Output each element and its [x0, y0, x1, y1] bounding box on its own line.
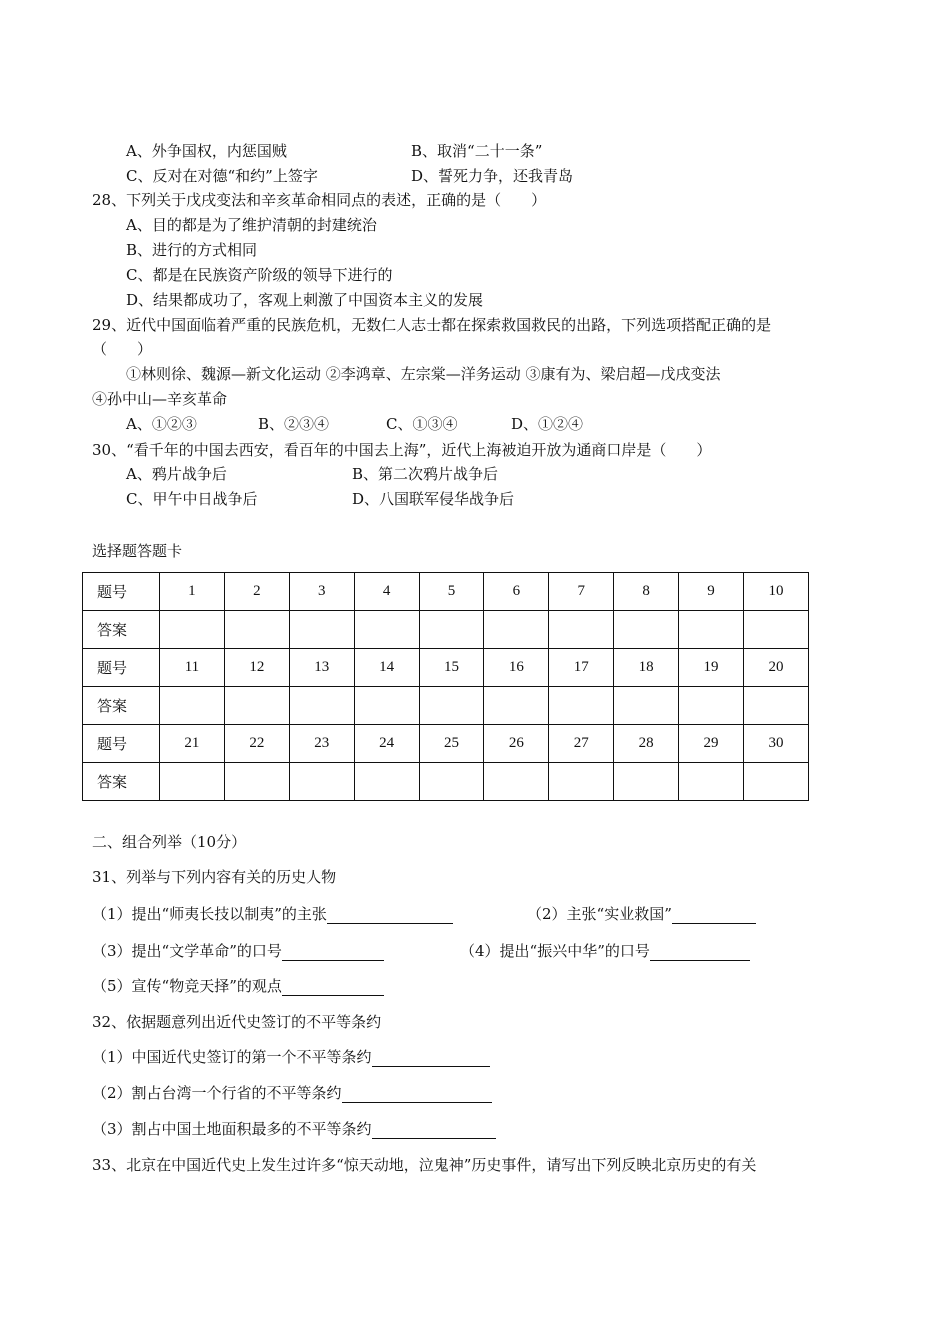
q32-item3: [92, 1119, 496, 1139]
q30-option-c: C、甲午中日战争后: [126, 490, 258, 508]
answer-blank[interactable]: [327, 907, 453, 924]
q28-option-d: D、结果都成功了，客观上刺激了中国资本主义的发展: [126, 291, 484, 309]
table-row: [83, 611, 809, 649]
q29-option-d: D、①②④: [511, 415, 584, 433]
answer-blank[interactable]: [372, 1122, 496, 1139]
answer-cell[interactable]: [289, 611, 354, 649]
question-number: 22: [224, 725, 289, 763]
answer-cell[interactable]: [354, 687, 419, 725]
q32-item1: [92, 1047, 490, 1067]
answer-cell[interactable]: [679, 687, 744, 725]
answer-cell[interactable]: [224, 763, 289, 801]
q32-item2: [92, 1083, 492, 1103]
q29-items-line1: ①林则徐、魏源—新文化运动 ②李鸿章、左宗棠—洋务运动 ③康有为、梁启超—戊戌变法: [126, 365, 721, 383]
q27-option-b: B、取消“二十一条”: [411, 142, 543, 160]
q30-option-b: B、第二次鸦片战争后: [352, 465, 499, 483]
q32-item3-text: （3）割占中国土地面积最多的不平等条约: [92, 1120, 372, 1138]
ans-label: 答案: [83, 687, 160, 725]
answer-blank[interactable]: [342, 1086, 492, 1103]
question-number: 27: [549, 725, 614, 763]
num-label: 题号: [83, 649, 160, 687]
q31-stem: 31、列举与下列内容有关的历史人物: [92, 868, 337, 886]
answer-cell[interactable]: [614, 611, 679, 649]
answer-cell[interactable]: [679, 611, 744, 649]
answer-cell[interactable]: [159, 611, 224, 649]
answer-blank[interactable]: [372, 1050, 490, 1067]
answer-card-title: 选择题答题卡: [92, 542, 183, 560]
question-number: 26: [484, 725, 549, 763]
q29-items-line2: ④孙中山—辛亥革命: [92, 390, 228, 408]
answer-cell[interactable]: [484, 611, 549, 649]
q28-option-b: B、进行的方式相同: [126, 241, 258, 259]
ans-label: 答案: [83, 763, 160, 801]
question-number: 9: [679, 573, 744, 611]
q27-option-a: A、外争国权，内惩国贼: [126, 142, 287, 160]
answer-cell[interactable]: [159, 763, 224, 801]
answer-cell[interactable]: [289, 687, 354, 725]
q31-item5-text: （5）宣传“物竞天择”的观点: [92, 977, 282, 995]
question-number: 3: [289, 573, 354, 611]
question-number: 12: [224, 649, 289, 687]
answer-cell[interactable]: [484, 763, 549, 801]
question-number: 15: [419, 649, 484, 687]
question-number: 2: [224, 573, 289, 611]
q32-stem: 32、依据题意列出近代史签订的不平等条约: [92, 1013, 382, 1031]
question-number: 30: [744, 725, 809, 763]
q28-option-c: C、都是在民族资产阶级的领导下进行的: [126, 266, 393, 284]
q29-stem-line2: （ ）: [92, 340, 153, 358]
question-number: 4: [354, 573, 419, 611]
question-number: 7: [549, 573, 614, 611]
answer-cell[interactable]: [744, 687, 809, 725]
q28-stem: 28、下列关于戊戌变法和辛亥革命相同点的表述，正确的是（ ）: [92, 191, 547, 209]
answer-cell[interactable]: [419, 687, 484, 725]
q30-option-d: D、八国联军侵华战争后: [352, 490, 515, 508]
q30-option-a: A、鸦片战争后: [126, 465, 227, 483]
answer-cell[interactable]: [744, 611, 809, 649]
answer-cell[interactable]: [419, 611, 484, 649]
q31-item3: [92, 941, 384, 961]
answer-blank[interactable]: [672, 907, 756, 924]
answer-cell[interactable]: [549, 611, 614, 649]
q32-item2-text: （2）割占台湾一个行省的不平等条约: [92, 1084, 342, 1102]
answer-cell[interactable]: [354, 611, 419, 649]
q31-item2: [527, 904, 756, 924]
q30-stem: 30、“看千年的中国去西安，看百年的中国去上海”，近代上海被迫开放为通商口岸是（ ）: [92, 441, 712, 459]
answer-cell[interactable]: [549, 763, 614, 801]
question-number: 14: [354, 649, 419, 687]
question-number: 23: [289, 725, 354, 763]
num-label: 题号: [83, 725, 160, 763]
answer-cell[interactable]: [224, 611, 289, 649]
q31-item5: [92, 976, 384, 996]
q31-item4-text: （4）提出“振兴中华”的口号: [460, 942, 650, 960]
answer-cell[interactable]: [484, 687, 549, 725]
q31-item1: [92, 904, 453, 924]
q28-option-a: A、目的都是为了维护清朝的封建统治: [126, 216, 377, 234]
q29-stem-line1: 29、近代中国面临着严重的民族危机，无数仁人志士都在探索救国救民的出路，下列选项搭配正确的是: [92, 316, 772, 334]
q31-item2-text: （2）主张“实业救国”: [527, 905, 672, 923]
question-number: 5: [419, 573, 484, 611]
answer-cell[interactable]: [614, 687, 679, 725]
question-number: 8: [614, 573, 679, 611]
question-number: 16: [484, 649, 549, 687]
q27-option-d: D、誓死力争，还我青岛: [411, 167, 574, 185]
answer-cell[interactable]: [419, 763, 484, 801]
question-number: 24: [354, 725, 419, 763]
question-number: 21: [159, 725, 224, 763]
answer-cell[interactable]: [159, 687, 224, 725]
table-row: [83, 725, 809, 763]
answer-cell[interactable]: [354, 763, 419, 801]
q29-option-a: A、①②③: [126, 415, 197, 433]
q33-stem: 33、北京在中国近代史上发生过许多“惊天动地，泣鬼神”历史事件，请写出下列反映北京历史的有关: [92, 1156, 757, 1174]
question-number: 10: [744, 573, 809, 611]
section2-title: 二、组合列举（10分）: [92, 833, 247, 851]
question-number: 20: [744, 649, 809, 687]
q27-option-c: C、反对在对德“和约”上签字: [126, 167, 318, 185]
answer-cell[interactable]: [549, 687, 614, 725]
question-number: 1: [159, 573, 224, 611]
question-number: 18: [614, 649, 679, 687]
q29-option-b: B、②③④: [258, 415, 330, 433]
q31-item4: [460, 941, 750, 961]
question-number: 13: [289, 649, 354, 687]
answer-blank[interactable]: [282, 944, 384, 961]
answer-blank[interactable]: [282, 979, 384, 996]
question-number: 25: [419, 725, 484, 763]
question-number: 6: [484, 573, 549, 611]
table-row: [83, 573, 809, 611]
q31-item3-text: （3）提出“文学革命”的口号: [92, 942, 282, 960]
table-row: [83, 649, 809, 687]
answer-blank[interactable]: [650, 944, 750, 961]
table-row: [83, 687, 809, 725]
q31-item1-text: （1）提出“师夷长技以制夷”的主张: [92, 905, 327, 923]
table-row: [83, 763, 809, 801]
question-number: 11: [159, 649, 224, 687]
question-number: 28: [614, 725, 679, 763]
answer-cell[interactable]: [679, 763, 744, 801]
num-label: 题号: [83, 573, 160, 611]
answer-cell[interactable]: [224, 687, 289, 725]
answer-cell[interactable]: [289, 763, 354, 801]
q29-option-c: C、①③④: [386, 415, 458, 433]
q32-item1-text: （1）中国近代史签订的第一个不平等条约: [92, 1048, 372, 1066]
question-number: 19: [679, 649, 744, 687]
answer-cell[interactable]: [744, 763, 809, 801]
answer-cell[interactable]: [614, 763, 679, 801]
ans-label: 答案: [83, 611, 160, 649]
question-number: 29: [679, 725, 744, 763]
question-number: 17: [549, 649, 614, 687]
answer-card-table: [82, 572, 809, 801]
